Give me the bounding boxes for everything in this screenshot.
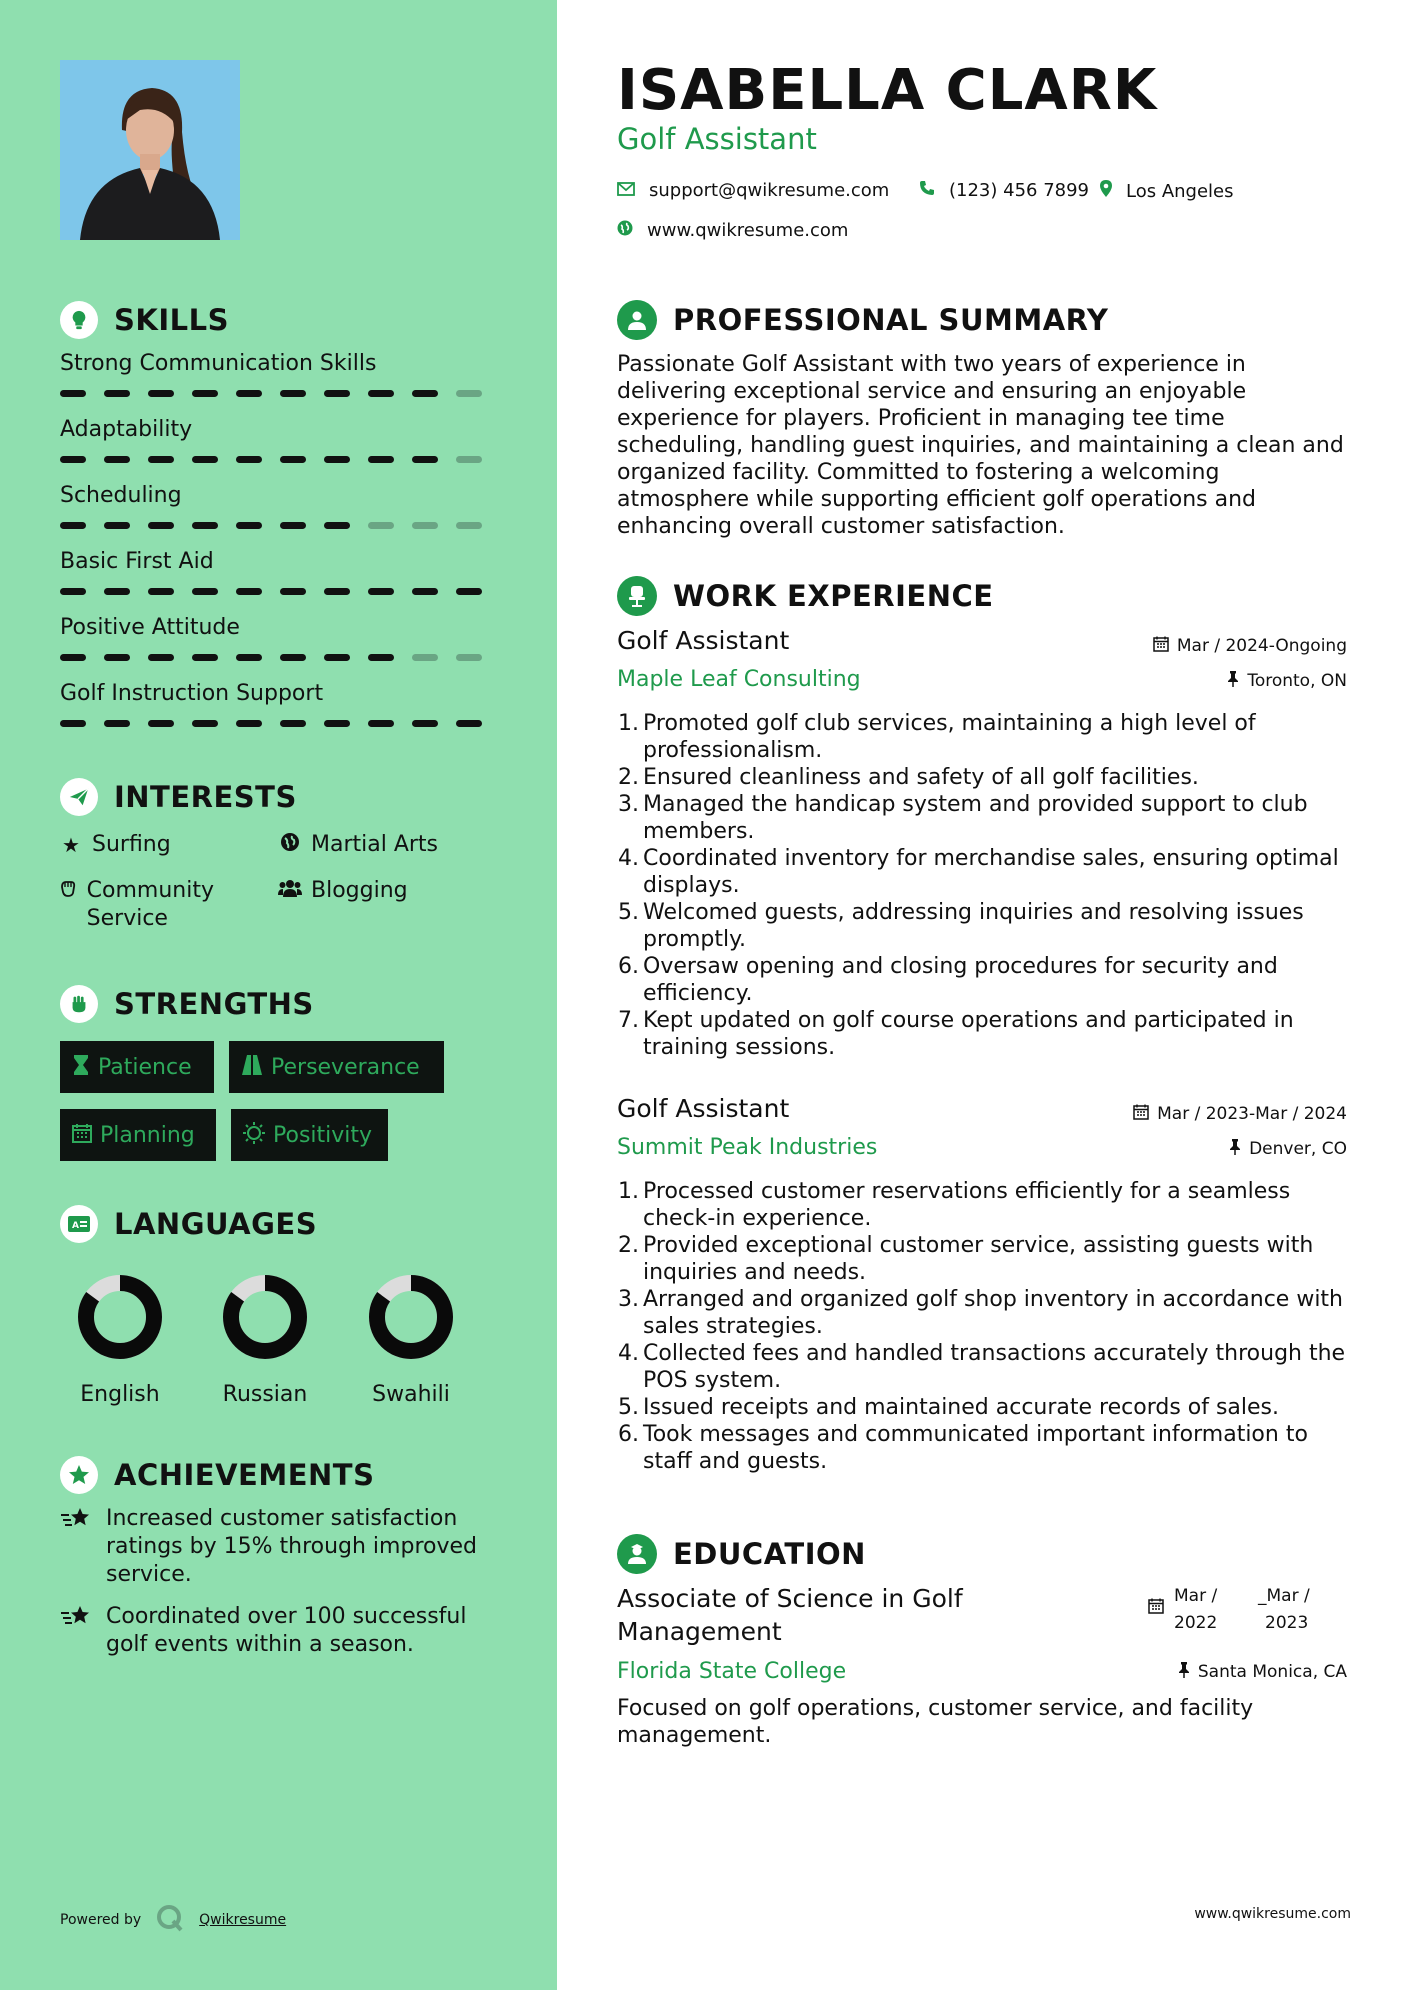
skill-rating-segment — [192, 588, 218, 595]
skill-rating-segment — [192, 522, 218, 529]
skill-rating-segment — [104, 456, 130, 463]
skills-heading — [60, 301, 229, 339]
strength-chip — [60, 1041, 214, 1093]
skill-item — [60, 350, 500, 397]
candidate-role: Golf Assistant — [617, 122, 817, 156]
skill-rating-segment — [280, 456, 306, 463]
globe-icon — [277, 831, 303, 859]
list-number: 4. — [618, 846, 639, 871]
list-number: 4. — [618, 1341, 639, 1366]
skill-rating-segment — [412, 522, 438, 529]
skill-item — [60, 680, 500, 727]
skill-rating-segment — [412, 456, 438, 463]
skill-rating-segment — [148, 522, 174, 529]
interest-item — [58, 831, 171, 859]
skill-label: Strong Communication Skills — [60, 351, 377, 376]
skill-rating-segment — [456, 720, 482, 727]
skill-rating-segment — [324, 720, 350, 727]
pushpin-icon — [1227, 671, 1239, 691]
languages-heading — [60, 1205, 317, 1243]
email-text: support@qwikresume.com — [649, 180, 890, 201]
education-description: Focused on golf operations, customer service, and facility management. — [617, 1696, 1254, 1748]
list-item — [617, 1232, 1357, 1286]
calendar-icon — [1153, 636, 1169, 656]
road-icon — [241, 1055, 263, 1080]
list-item-text: Ensured cleanliness and safety of all golf facilities. — [643, 765, 1199, 790]
interest-label: Blogging — [311, 878, 408, 903]
job-dates-text: Mar / 2023-Mar / 2024 — [1157, 1104, 1347, 1124]
strength-chip — [231, 1109, 388, 1161]
interests-heading — [60, 778, 297, 816]
list-number: 5. — [618, 1395, 639, 1420]
calendar-icon — [1133, 1104, 1149, 1124]
skill-rating-segment — [412, 588, 438, 595]
skill-rating-segment — [236, 390, 262, 397]
skill-rating-segment — [60, 654, 86, 661]
skill-rating-segment — [148, 720, 174, 727]
strength-chip — [60, 1109, 216, 1161]
skill-rating-segment — [236, 654, 262, 661]
skill-rating-bar — [60, 456, 500, 463]
skill-rating-segment — [148, 456, 174, 463]
list-item-text: Coordinated inventory for merchandise sales, ensuring optimal displays. — [643, 846, 1339, 898]
education-location-text: Santa Monica, CA — [1197, 1662, 1347, 1682]
achievements-heading — [60, 1456, 374, 1494]
school-name: Florida State College — [617, 1659, 847, 1684]
location-text: Los Angeles — [1126, 180, 1234, 202]
job-duties-list — [617, 710, 1357, 1061]
interest-label: Martial Arts — [311, 832, 439, 857]
strengths-heading — [60, 985, 314, 1023]
strengths-title: STRENGTHS — [114, 987, 314, 1021]
education-title: EDUCATION — [673, 1537, 866, 1571]
language-card-icon — [60, 1205, 98, 1243]
language-item — [60, 1272, 180, 1407]
skill-rating-segment — [280, 588, 306, 595]
skill-rating-bar — [60, 390, 500, 397]
skill-rating-segment — [192, 456, 218, 463]
interest-label: Surfing — [92, 832, 171, 857]
interest-label: Community Service — [86, 878, 214, 931]
job-location-text: Denver, CO — [1249, 1139, 1347, 1159]
briefcase-chair-icon — [617, 576, 657, 616]
education-end-month: _Mar / — [1258, 1586, 1310, 1606]
skill-rating-segment — [192, 390, 218, 397]
achievement-text: Increased customer satisfaction ratings by 15% through improved service. — [106, 1506, 477, 1587]
list-number: 2. — [618, 765, 639, 790]
language-item — [351, 1272, 471, 1407]
footer-url[interactable]: www.qwikresume.com — [1194, 1906, 1351, 1922]
list-item-text: Kept updated on golf course operations and participated in training sessions. — [643, 1008, 1294, 1060]
language-donut — [220, 1272, 310, 1362]
skill-rating-segment — [60, 390, 86, 397]
skill-rating-segment — [236, 720, 262, 727]
skill-rating-bar — [60, 522, 500, 529]
education-heading — [617, 1534, 866, 1574]
pushpin-icon — [1229, 1139, 1241, 1159]
education-location — [1178, 1662, 1347, 1682]
summary-text: Passionate Golf Assistant with two years of experience in delivering exceptional service and ensuring an enjoyable experience for players. Proficient in managing tee time scheduling, handling guest inquiries, and maintaining a clean and organized facility. Committed to fostering a welcoming atmosphere while supporting efficient golf operations and enhancing overall customer satisfaction. — [617, 352, 1344, 539]
star-badge-icon — [60, 1456, 98, 1494]
list-item-text: Managed the handicap system and provided support to club members. — [643, 792, 1308, 844]
education-end-year: 2023 — [1265, 1613, 1309, 1633]
language-label: English — [80, 1382, 160, 1407]
list-number: 3. — [618, 1287, 639, 1312]
skill-rating-segment — [104, 522, 130, 529]
education-end — [1258, 1583, 1310, 1637]
strength-label: Patience — [98, 1054, 192, 1080]
list-item-text: Processed customer reservations efficiently for a seamless check-in experience. — [643, 1179, 1291, 1231]
interest-item — [58, 877, 258, 933]
list-item — [617, 899, 1357, 953]
list-item — [617, 791, 1357, 845]
qwikresume-logo-icon — [155, 1903, 185, 1937]
skill-rating-segment — [368, 588, 394, 595]
language-item — [205, 1272, 325, 1407]
skill-rating-segment — [368, 522, 394, 529]
language-label: Russian — [222, 1382, 308, 1407]
skill-rating-segment — [236, 588, 262, 595]
interest-item — [277, 877, 408, 905]
interests-title: INTERESTS — [114, 780, 297, 814]
list-item-text: Oversaw opening and closing procedures for security and efficiency. — [643, 954, 1278, 1006]
strength-label: Planning — [100, 1122, 195, 1148]
list-item-text: Collected fees and handled transactions accurately through the POS system. — [643, 1341, 1346, 1393]
job-location-text: Toronto, ON — [1247, 671, 1347, 691]
list-item — [617, 1394, 1357, 1421]
list-item — [617, 1286, 1357, 1340]
skill-item — [60, 548, 500, 595]
website-text: www.qwikresume.com — [647, 220, 849, 241]
phone-text: (123) 456 7899 — [949, 180, 1090, 201]
job-dates-text: Mar / 2024-Ongoing — [1176, 636, 1347, 656]
list-item-text: Took messages and communicated important information to staff and guests. — [643, 1422, 1308, 1474]
skill-rating-segment — [104, 390, 130, 397]
achievements-title: ACHIEVEMENTS — [114, 1458, 375, 1492]
list-item-text: Arranged and organized golf shop inventory in accordance with sales strategies. — [643, 1287, 1344, 1339]
list-item-text: Issued receipts and maintained accurate records of sales. — [643, 1395, 1280, 1420]
skill-rating-segment — [324, 588, 350, 595]
contact-location — [1100, 180, 1234, 202]
candidate-name: ISABELLA CLARK — [617, 58, 1158, 123]
skill-rating-segment — [148, 588, 174, 595]
list-item — [617, 764, 1357, 791]
skill-rating-bar — [60, 720, 500, 727]
skill-rating-segment — [236, 456, 262, 463]
language-label: Swahili — [372, 1382, 450, 1407]
paper-plane-icon — [60, 778, 98, 816]
skill-rating-segment — [412, 720, 438, 727]
list-number: 3. — [618, 792, 639, 817]
job-duties-list — [617, 1178, 1357, 1475]
strength-label: Positivity — [273, 1122, 373, 1148]
powered-by-label: Powered by — [60, 1912, 142, 1928]
skill-rating-segment — [412, 390, 438, 397]
company-name: Maple Leaf Consulting — [617, 667, 861, 692]
skills-title: SKILLS — [114, 303, 229, 337]
qwikresume-link[interactable]: Qwikresume — [199, 1912, 287, 1928]
skill-rating-segment — [280, 654, 306, 661]
skill-rating-segment — [60, 456, 86, 463]
list-number: 7. — [618, 1008, 639, 1033]
skill-rating-segment — [324, 522, 350, 529]
skill-label: Positive Attitude — [60, 615, 240, 640]
skill-item — [60, 482, 500, 529]
contact-website[interactable] — [617, 220, 848, 241]
skill-rating-segment — [368, 720, 394, 727]
envelope-icon — [617, 181, 635, 201]
lightbulb-icon — [60, 301, 98, 339]
contact-email[interactable] — [617, 180, 889, 201]
language-donut — [75, 1272, 165, 1362]
languages-title: LANGUAGES — [114, 1207, 318, 1241]
education-dates — [1148, 1583, 1310, 1637]
users-icon — [277, 877, 303, 905]
calendar-icon — [1148, 1596, 1164, 1637]
skill-label: Scheduling — [60, 483, 182, 508]
skill-rating-segment — [148, 654, 174, 661]
skill-label: Adaptability — [60, 417, 193, 442]
sun-icon — [243, 1122, 265, 1149]
skill-rating-segment — [60, 588, 86, 595]
job-title: Golf Assistant — [617, 1094, 790, 1123]
strength-label: Perseverance — [271, 1054, 420, 1080]
achievement-item — [60, 1505, 500, 1589]
skill-rating-segment — [456, 654, 482, 661]
degree-title: Associate of Science in Golf Management — [617, 1584, 963, 1646]
list-number: 6. — [618, 954, 639, 979]
skill-rating-segment — [368, 456, 394, 463]
achievement-item — [60, 1603, 500, 1659]
pushpin-icon — [1178, 1662, 1190, 1682]
sidebar — [0, 0, 557, 1990]
skill-rating-bar — [60, 654, 500, 661]
skill-rating-segment — [324, 654, 350, 661]
skill-rating-segment — [456, 588, 482, 595]
job-dates — [1133, 1104, 1347, 1124]
skill-rating-segment — [456, 390, 482, 397]
education-start-year: 2022 — [1174, 1613, 1218, 1633]
skill-rating-segment — [368, 654, 394, 661]
skill-rating-segment — [192, 720, 218, 727]
fist-icon — [60, 985, 98, 1023]
list-item — [617, 1340, 1357, 1394]
skill-rating-segment — [192, 654, 218, 661]
skill-rating-segment — [104, 654, 130, 661]
list-item-text: Provided exceptional customer service, assisting guests with inquiries and needs. — [643, 1233, 1314, 1285]
list-number: 6. — [618, 1422, 639, 1447]
skill-rating-segment — [368, 390, 394, 397]
contact-phone[interactable] — [919, 180, 1089, 201]
shooting-star-icon — [60, 1603, 96, 1659]
list-item-text: Promoted golf club services, maintaining a high level of professionalism. — [643, 711, 1256, 763]
list-item-text: Welcomed guests, addressing inquiries and resolving issues promptly. — [643, 900, 1304, 952]
skill-rating-segment — [104, 588, 130, 595]
svg-text:A: A — [72, 1221, 79, 1231]
list-item — [617, 845, 1357, 899]
skill-rating-segment — [324, 456, 350, 463]
globe-icon — [617, 220, 633, 241]
main-content — [557, 0, 1407, 1990]
language-donut — [366, 1272, 456, 1362]
skill-item — [60, 416, 500, 463]
powered-by — [60, 1903, 286, 1937]
experience-title: WORK EXPERIENCE — [673, 579, 994, 613]
skill-rating-segment — [412, 654, 438, 661]
skill-label: Basic First Aid — [60, 549, 214, 574]
skill-rating-bar — [60, 588, 500, 595]
hand-icon — [58, 877, 79, 905]
hourglass-icon — [72, 1054, 90, 1081]
skill-rating-segment — [148, 390, 174, 397]
star-icon: ★ — [62, 833, 80, 857]
graduate-icon — [617, 1534, 657, 1574]
list-item — [617, 1007, 1357, 1061]
skill-rating-segment — [280, 720, 306, 727]
skill-rating-segment — [456, 456, 482, 463]
list-number: 1. — [618, 711, 639, 736]
calendar-icon — [72, 1123, 92, 1148]
map-pin-icon — [1100, 180, 1112, 202]
job-dates — [1153, 636, 1347, 656]
education-start-month: Mar / — [1174, 1586, 1218, 1606]
strength-chip — [229, 1041, 444, 1093]
education-start — [1174, 1583, 1258, 1637]
phone-icon — [919, 180, 935, 201]
user-icon — [617, 300, 657, 340]
skill-rating-segment — [104, 720, 130, 727]
achievement-text: Coordinated over 100 successful golf events within a season. — [106, 1604, 467, 1657]
skill-rating-segment — [280, 390, 306, 397]
list-item — [617, 1178, 1357, 1232]
shooting-star-icon — [60, 1505, 96, 1589]
list-item — [617, 710, 1357, 764]
interest-item — [277, 831, 438, 859]
job-title: Golf Assistant — [617, 626, 790, 655]
skill-rating-segment — [324, 390, 350, 397]
skill-rating-segment — [60, 720, 86, 727]
experience-heading — [617, 576, 994, 616]
list-number: 2. — [618, 1233, 639, 1258]
skill-rating-segment — [456, 522, 482, 529]
list-item — [617, 953, 1357, 1007]
job-location — [1227, 671, 1347, 691]
skill-rating-segment — [280, 522, 306, 529]
list-item — [617, 1421, 1357, 1475]
company-name: Summit Peak Industries — [617, 1135, 878, 1160]
skill-rating-segment — [236, 522, 262, 529]
job-location — [1229, 1139, 1347, 1159]
list-number: 1. — [618, 1179, 639, 1204]
skill-rating-segment — [60, 522, 86, 529]
skill-label: Golf Instruction Support — [60, 681, 324, 706]
summary-title: PROFESSIONAL SUMMARY — [673, 303, 1109, 337]
skill-item — [60, 614, 500, 661]
list-number: 5. — [618, 900, 639, 925]
summary-heading — [617, 300, 1108, 340]
profile-photo — [60, 60, 240, 240]
